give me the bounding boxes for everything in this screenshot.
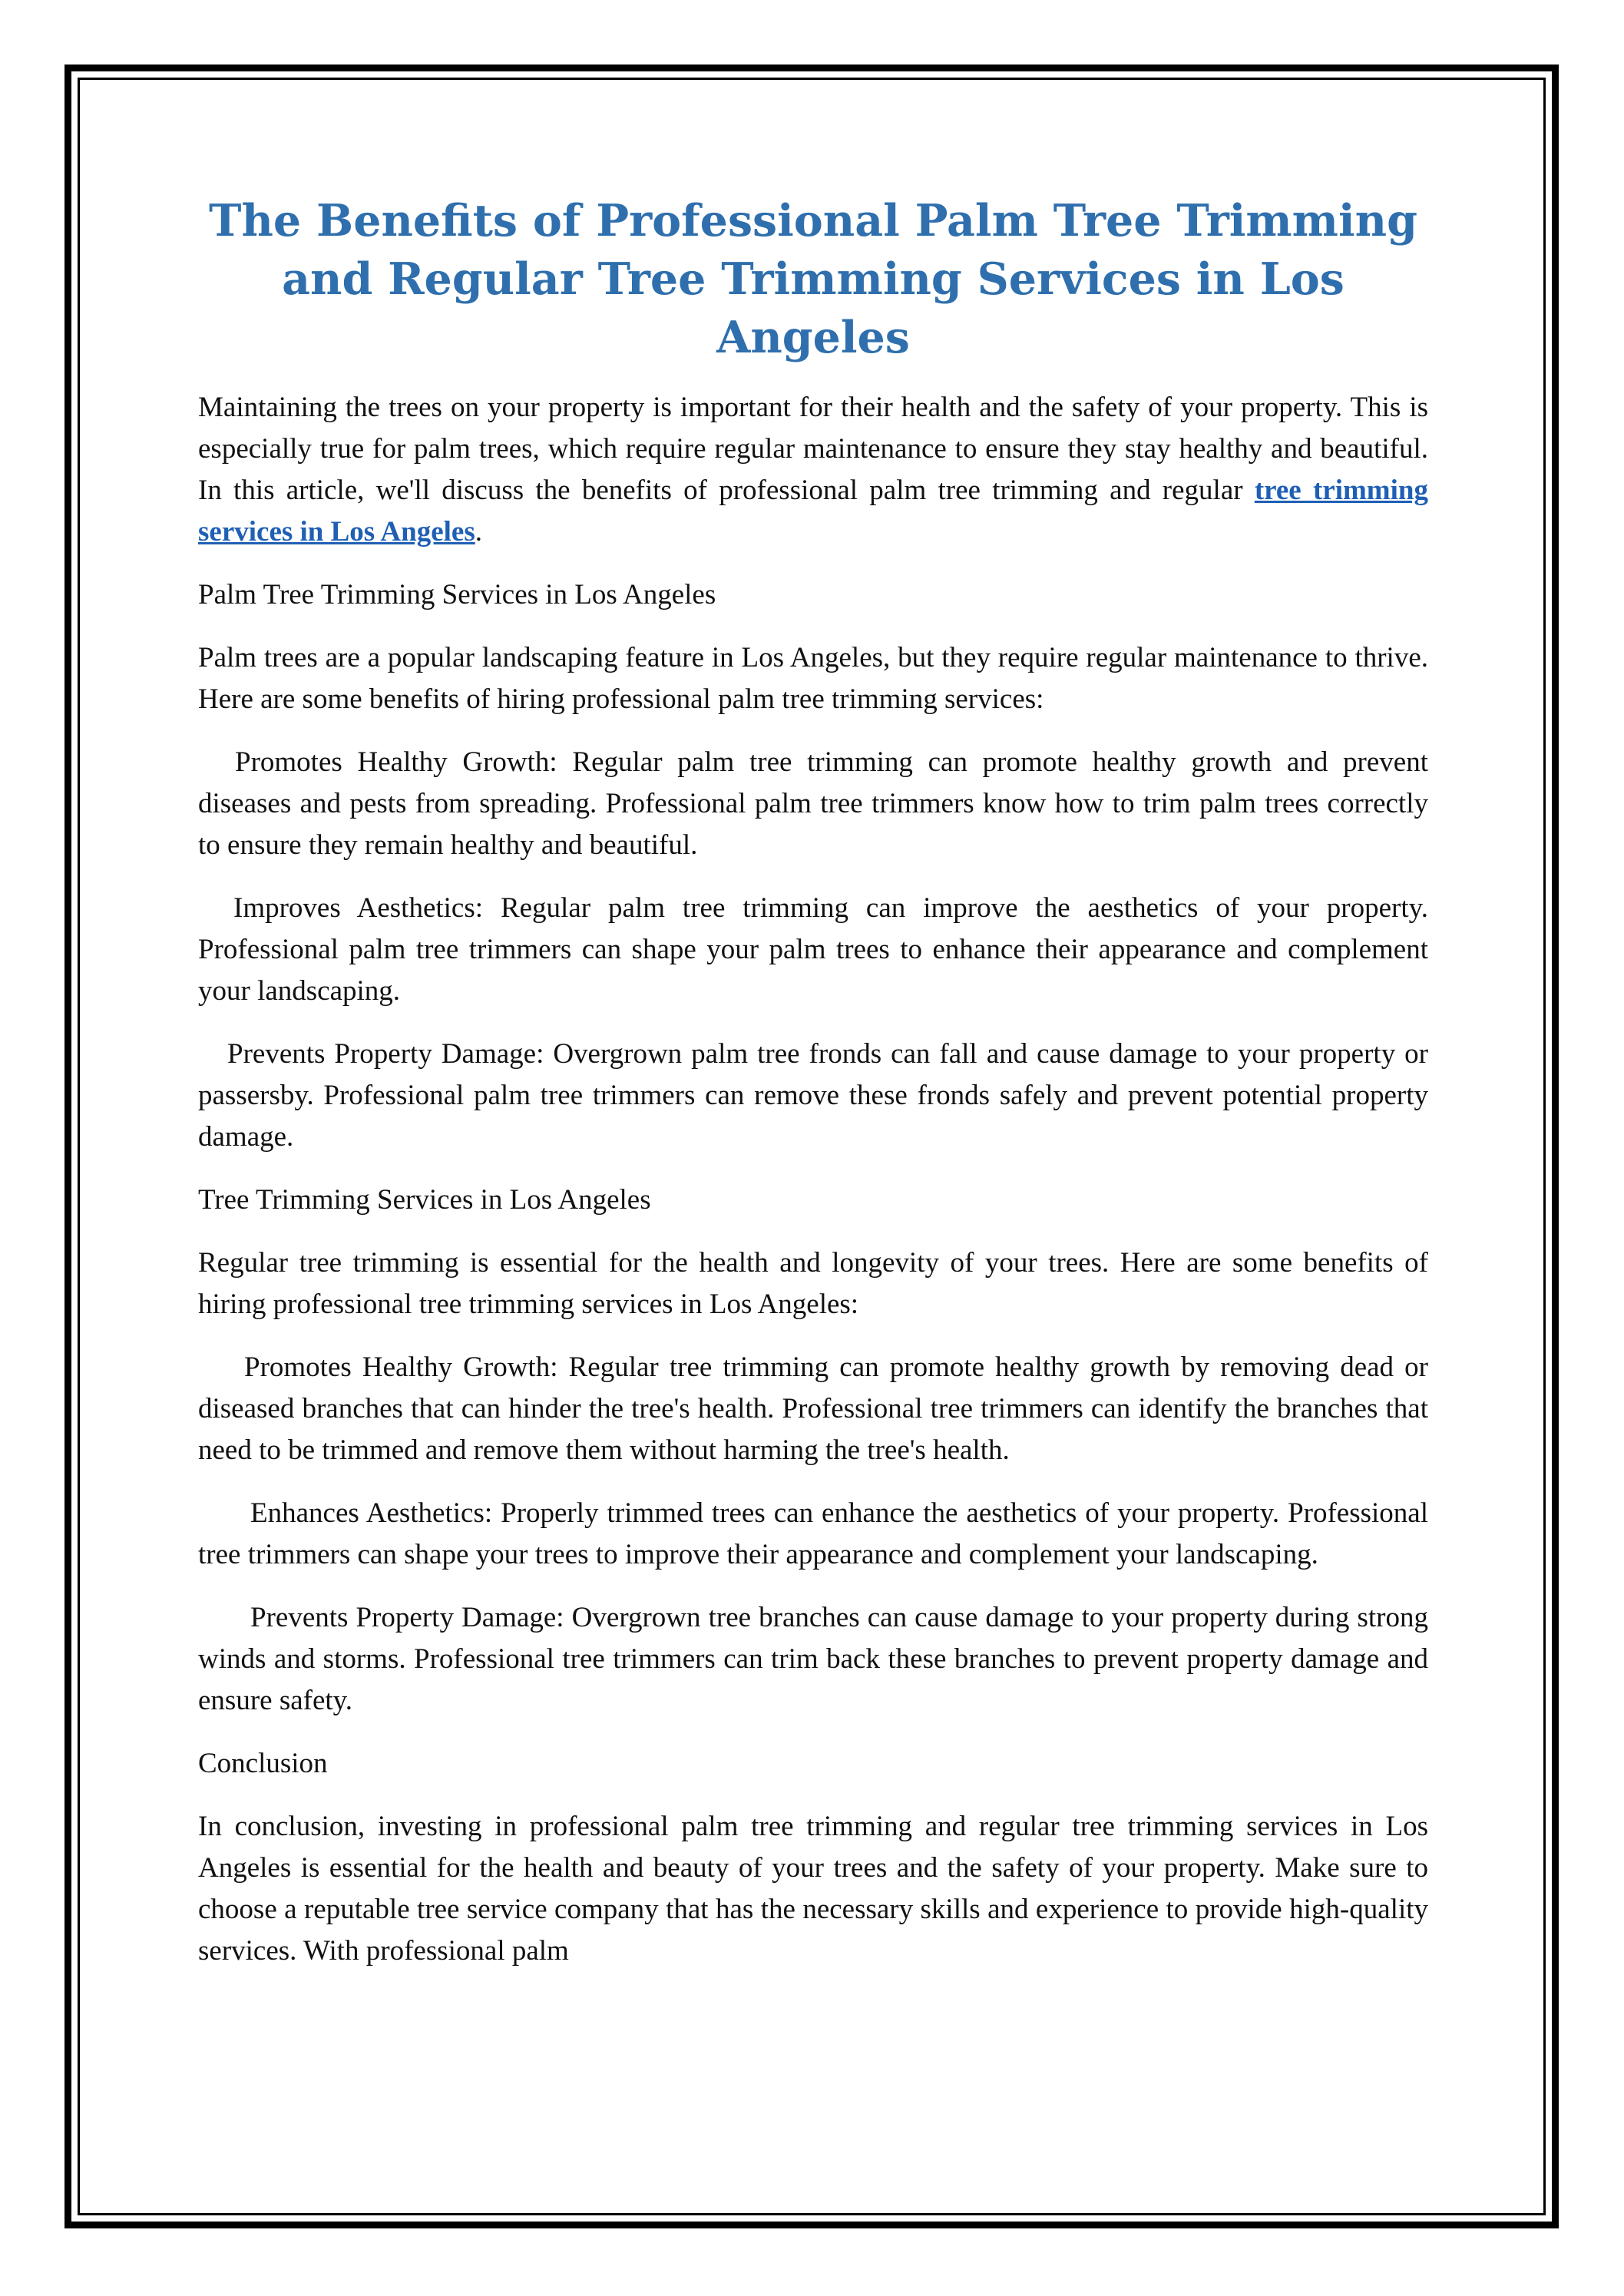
- intro-paragraph: [198, 387, 1428, 553]
- section-lead-tree: Regular tree trimming is essential for the health and longevity of your trees. Here are some benefits of hiring professional tree trimming services in Los Angeles:: [198, 1247, 1428, 1320]
- section-heading-tree: Tree Trimming Services in Los Angeles: [198, 1184, 651, 1216]
- document-body: [198, 192, 1428, 1993]
- section-lead-palm: Palm trees are a popular landscaping feature in Los Angeles, but they require regular maintenance to thrive. Here are some benefits of hiring professional palm tree trimming services:: [198, 642, 1428, 715]
- tree-trimming-services-link[interactable]: tree trimming services in Los Angeles: [198, 475, 1428, 548]
- palm-benefit-property-damage: Prevents Property Damage: Overgrown palm tree fronds can fall and cause damage to your property or passersby. Professional palm tree trimmers can remove these fronds safely and prevent potential property damage.: [198, 1038, 1428, 1153]
- document-title: The Benefits of Professional Palm Tree Trimming and Regular Tree Trimming Services in Los Angeles: [209, 195, 1417, 363]
- intro-period: .: [475, 516, 482, 548]
- tree-benefit-property-damage: Prevents Property Damage: Overgrown tree branches can cause damage to your property during strong winds and storms. Professional tree trimmers can trim back these branches to prevent property damage and ensure safety.: [198, 1602, 1428, 1716]
- tree-benefit-aesthetics: Enhances Aesthetics: Properly trimmed trees can enhance the aesthetics of your property. Professional tree trimmers can shape your trees to improve their appearance and complement your landscaping.: [198, 1497, 1428, 1570]
- palm-benefit-aesthetics: Improves Aesthetics: Regular palm tree trimming can improve the aesthetics of your property. Professional palm tree trimmers can shape your palm trees to enhance their appearance and complement your landscaping.: [198, 892, 1428, 1007]
- section-heading-palm: Palm Tree Trimming Services in Los Angeles: [198, 579, 716, 610]
- conclusion-heading: Conclusion: [198, 1748, 328, 1779]
- intro-text: Maintaining the trees on your property is important for their health and the safety of your property. This is especially true for palm trees, which require regular maintenance to ensure they stay healthy and beautiful. In this article, we'll discuss the benefits of professional palm tree trimming and regular: [198, 392, 1428, 506]
- palm-benefit-healthy-growth: Promotes Healthy Growth: Regular palm tree trimming can promote healthy growth and prevent diseases and pests from spreading. Professional palm tree trimmers know how to trim palm trees correctly to ensure they remain healthy and beautiful.: [198, 746, 1428, 861]
- conclusion-paragraph: In conclusion, investing in professional palm tree trimming and regular tree trimming services in Los Angeles is essential for the health and beauty of your trees and the safety of your property. Make sure to choose a reputable tree service company that has the necessary skills and experience to provide high-quality services. With professional palm: [198, 1811, 1428, 1967]
- tree-benefit-healthy-growth: Promotes Healthy Growth: Regular tree trimming can promote healthy growth by removing dead or diseased branches that can hinder the tree's health. Professional tree trimmers can identify the branches that need to be trimmed and remove them without harming the tree's health.: [198, 1351, 1428, 1466]
